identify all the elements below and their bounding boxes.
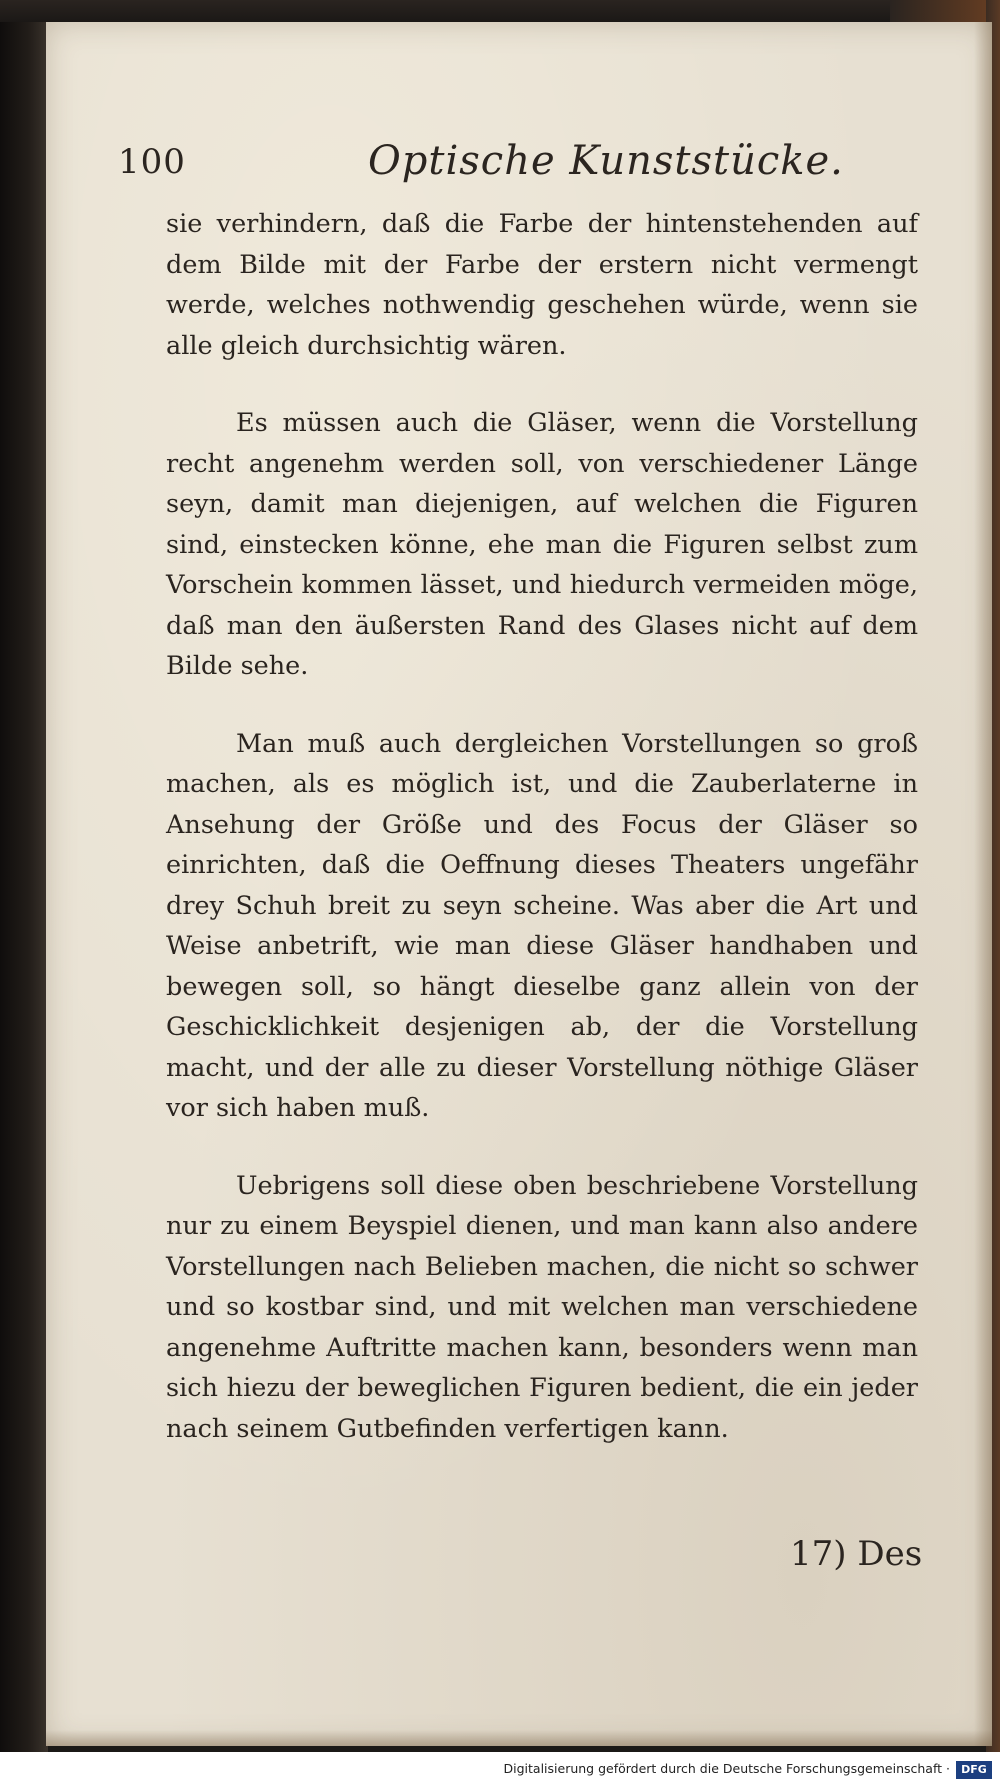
digitization-footer <box>0 1752 1000 1788</box>
page-header <box>118 138 918 188</box>
running-title: Optische Kunststücke. <box>368 138 844 184</box>
footer-credit: Digitalisierung gefördert durch die Deutsche Forschungsgemeinschaft · <box>503 1761 950 1776</box>
paragraph-3: Man muß auch dergleichen Vorstellungen so groß machen, als es möglich ist, und die Zauberlaterne in Ansehung der Größe und des Focus der Gläser so einrichten, daß die Oeffnung dieses Theaters ungefähr drey Schuh breit zu seyn scheine. Was aber die Art und Weise anbetrift, wie man diese Gläser handhaben und bewegen soll, so hängt dieselbe ganz allein von der Geschicklichkeit desjenigen ab, der die Vorstellung macht, und der alle zu dieser Vorstellung nöthige Gläser vor sich haben muß. <box>166 728 918 1123</box>
book-spine-edge <box>0 0 48 1788</box>
dfg-logo-icon: DFG <box>956 1761 992 1779</box>
paragraph-1: sie verhindern, daß die Farbe der hintenstehenden auf dem Bilde mit der Farbe der erstern nicht vermengt werde, welches nothwendig geschehen würde, wenn sie alle gleich durchsichtig wären. <box>166 209 918 361</box>
book-top-edge <box>0 0 1000 22</box>
paragraph-4: Uebrigens soll diese oben beschriebene Vorstellung nur zu einem Beyspiel dienen, und man kann also andere Vorstellungen nach Belieben machen, die nicht so schwer und so kostbar sind, und mit welchen man verschiedene angenehme Auftritte machen kann, besonders wenn man sich hiezu der beweglichen Figuren bedient, die ein jeder nach seinem Gutbefinden verfertigen kann. <box>166 1170 918 1444</box>
catchword: 17) Des <box>790 1534 923 1574</box>
page-number: 100 <box>118 142 186 182</box>
body-text <box>166 204 918 1449</box>
paragraph-2: Es müssen auch die Gläser, wenn die Vorstellung recht angenehm werden soll, von verschiedener Länge seyn, damit man diejenigen, auf welchen die Figuren sind, einstecken könne, ehe man die Figuren selbst zum Vorschein kommen lässet, und hiedurch vermeiden möge, daß man den äußersten Rand des Glases nicht auf dem Bilde sehe. <box>166 408 918 681</box>
